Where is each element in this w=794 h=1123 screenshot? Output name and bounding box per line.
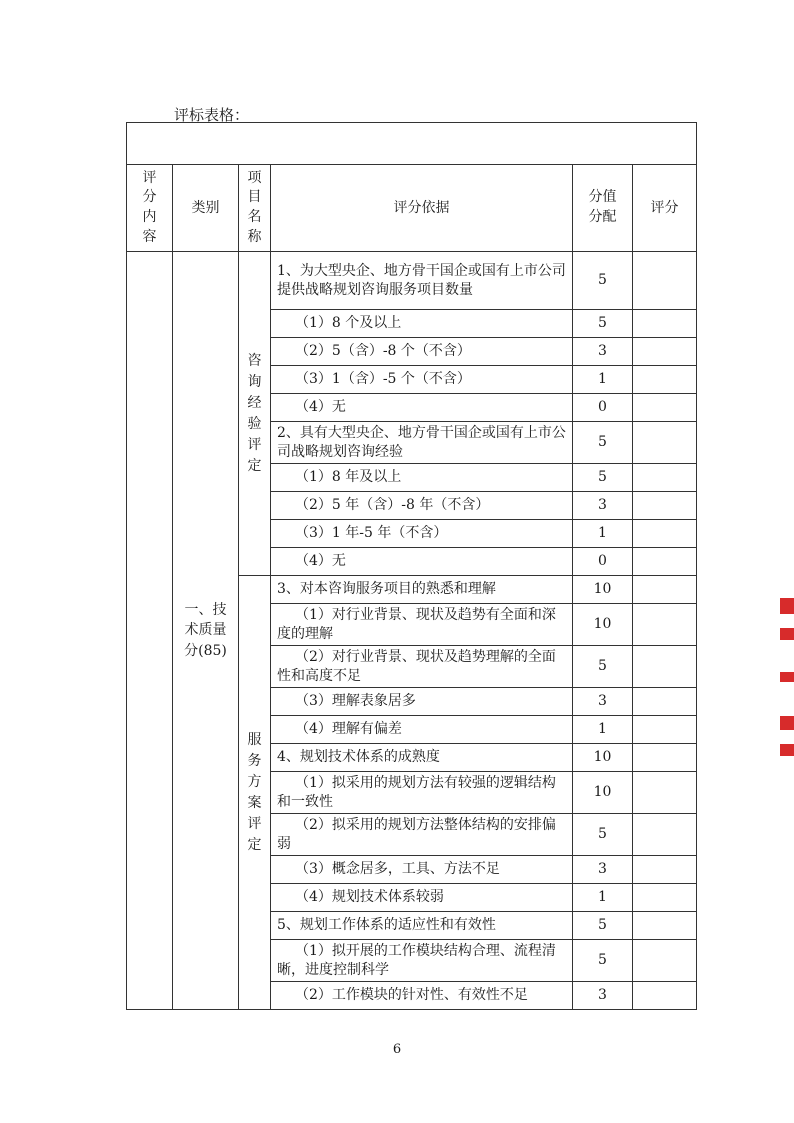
criterion-text: （2）5（含）-8 个（不含） bbox=[271, 338, 573, 366]
score-entry-cell[interactable] bbox=[633, 940, 697, 982]
score-entry-cell[interactable] bbox=[633, 394, 697, 422]
criterion-text: （2）拟采用的规划方法整体结构的安排偏弱 bbox=[271, 814, 573, 856]
score-entry-cell[interactable] bbox=[633, 982, 697, 1010]
red-seal-fragment bbox=[780, 672, 794, 682]
criterion-text: 1、为大型央企、地方骨干国企或国有上市公司提供战略规划咨询服务项目数量 bbox=[271, 252, 573, 310]
table-header-row bbox=[127, 165, 697, 252]
criterion-text: （1）8 年及以上 bbox=[271, 464, 573, 492]
header-scoring-basis: 评分依据 bbox=[271, 165, 573, 252]
score-entry-cell[interactable] bbox=[633, 252, 697, 310]
score-entry-cell[interactable] bbox=[633, 856, 697, 884]
header-score-allocation: 分值分配 bbox=[573, 165, 633, 252]
score-value: 5 bbox=[573, 646, 633, 688]
score-value: 1 bbox=[573, 716, 633, 744]
criterion-text: （4）无 bbox=[271, 548, 573, 576]
score-entry-cell[interactable] bbox=[633, 744, 697, 772]
criterion-text: （3）概念居多，工具、方法不足 bbox=[271, 856, 573, 884]
score-value: 5 bbox=[573, 464, 633, 492]
criterion-text: （4）无 bbox=[271, 394, 573, 422]
score-entry-cell[interactable] bbox=[633, 646, 697, 688]
page-number: 6 bbox=[392, 1042, 402, 1057]
score-value: 5 bbox=[573, 814, 633, 856]
score-value: 0 bbox=[573, 548, 633, 576]
group-consulting-experience: 咨询经验评定 bbox=[239, 252, 271, 576]
red-seal-fragment bbox=[780, 598, 794, 614]
score-entry-cell[interactable] bbox=[633, 576, 697, 604]
criterion-text: （2）对行业背景、现状及趋势理解的全面性和高度不足 bbox=[271, 646, 573, 688]
score-entry-cell[interactable] bbox=[633, 338, 697, 366]
score-value: 3 bbox=[573, 338, 633, 366]
score-entry-cell[interactable] bbox=[633, 548, 697, 576]
score-value: 10 bbox=[573, 604, 633, 646]
page-heading: 评标表格： bbox=[174, 106, 250, 124]
score-value: 5 bbox=[573, 252, 633, 310]
header-item-name: 项目名称 bbox=[239, 165, 271, 252]
criterion-text: （3）理解表象居多 bbox=[271, 688, 573, 716]
criterion-text: （2）5 年（含）-8 年（不含） bbox=[271, 492, 573, 520]
criterion-text: （4）规划技术体系较弱 bbox=[271, 884, 573, 912]
score-value: 10 bbox=[573, 772, 633, 814]
score-entry-cell[interactable] bbox=[633, 688, 697, 716]
header-category: 类别 bbox=[173, 165, 239, 252]
score-value: 3 bbox=[573, 982, 633, 1010]
scoring-content-cell bbox=[127, 252, 173, 1010]
score-entry-cell[interactable] bbox=[633, 604, 697, 646]
blank-banner-cell bbox=[127, 123, 697, 165]
red-seal-fragment bbox=[780, 628, 794, 640]
group-service-plan: 服务方案评定 bbox=[239, 576, 271, 1010]
header-scoring-content: 评分内容 bbox=[127, 165, 173, 252]
score-entry-cell[interactable] bbox=[633, 884, 697, 912]
score-entry-cell[interactable] bbox=[633, 772, 697, 814]
score-entry-cell[interactable] bbox=[633, 520, 697, 548]
criterion-text: （1）8 个及以上 bbox=[271, 310, 573, 338]
score-entry-cell[interactable] bbox=[633, 464, 697, 492]
table-blank-row bbox=[127, 123, 697, 165]
score-value: 3 bbox=[573, 856, 633, 884]
category-cell bbox=[173, 252, 239, 1010]
criterion-text: （2）工作模块的针对性、有效性不足 bbox=[271, 982, 573, 1010]
score-entry-cell[interactable] bbox=[633, 492, 697, 520]
score-value: 5 bbox=[573, 940, 633, 982]
score-entry-cell[interactable] bbox=[633, 422, 697, 464]
score-value: 0 bbox=[573, 394, 633, 422]
score-entry-cell[interactable] bbox=[633, 366, 697, 394]
score-value: 10 bbox=[573, 576, 633, 604]
evaluation-table bbox=[126, 122, 697, 1010]
criterion-text: 4、规划技术体系的成熟度 bbox=[271, 744, 573, 772]
criterion-text: （1）拟开展的工作模块结构合理、流程清晰，进度控制科学 bbox=[271, 940, 573, 982]
score-value: 1 bbox=[573, 366, 633, 394]
criterion-text: 5、规划工作体系的适应性和有效性 bbox=[271, 912, 573, 940]
criterion-text: （1）对行业背景、现状及趋势有全面和深度的理解 bbox=[271, 604, 573, 646]
criterion-text: （3）1（含）-5 个（不含） bbox=[271, 366, 573, 394]
score-value: 5 bbox=[573, 422, 633, 464]
score-value: 3 bbox=[573, 492, 633, 520]
score-value: 3 bbox=[573, 688, 633, 716]
table-row bbox=[127, 252, 697, 310]
category-line: 术质量 bbox=[184, 622, 227, 639]
score-value: 1 bbox=[573, 884, 633, 912]
red-seal-fragment bbox=[780, 744, 794, 756]
score-entry-cell[interactable] bbox=[633, 814, 697, 856]
score-entry-cell[interactable] bbox=[633, 310, 697, 338]
criterion-text: （4）理解有偏差 bbox=[271, 716, 573, 744]
score-value: 5 bbox=[573, 310, 633, 338]
score-entry-cell[interactable] bbox=[633, 912, 697, 940]
score-value: 5 bbox=[573, 912, 633, 940]
criterion-text: （3）1 年-5 年（不含） bbox=[271, 520, 573, 548]
score-value: 1 bbox=[573, 520, 633, 548]
red-seal-fragment bbox=[780, 716, 794, 730]
score-entry-cell[interactable] bbox=[633, 716, 697, 744]
category-line: 分(85) bbox=[184, 642, 227, 659]
header-score: 评分 bbox=[633, 165, 697, 252]
criterion-text: （1）拟采用的规划方法有较强的逻辑结构和一致性 bbox=[271, 772, 573, 814]
score-value: 10 bbox=[573, 744, 633, 772]
category-line: 一、技 bbox=[184, 602, 227, 619]
criterion-text: 2、具有大型央企、地方骨干国企或国有上市公司战略规划咨询经验 bbox=[271, 422, 573, 464]
criterion-text: 3、对本咨询服务项目的熟悉和理解 bbox=[271, 576, 573, 604]
